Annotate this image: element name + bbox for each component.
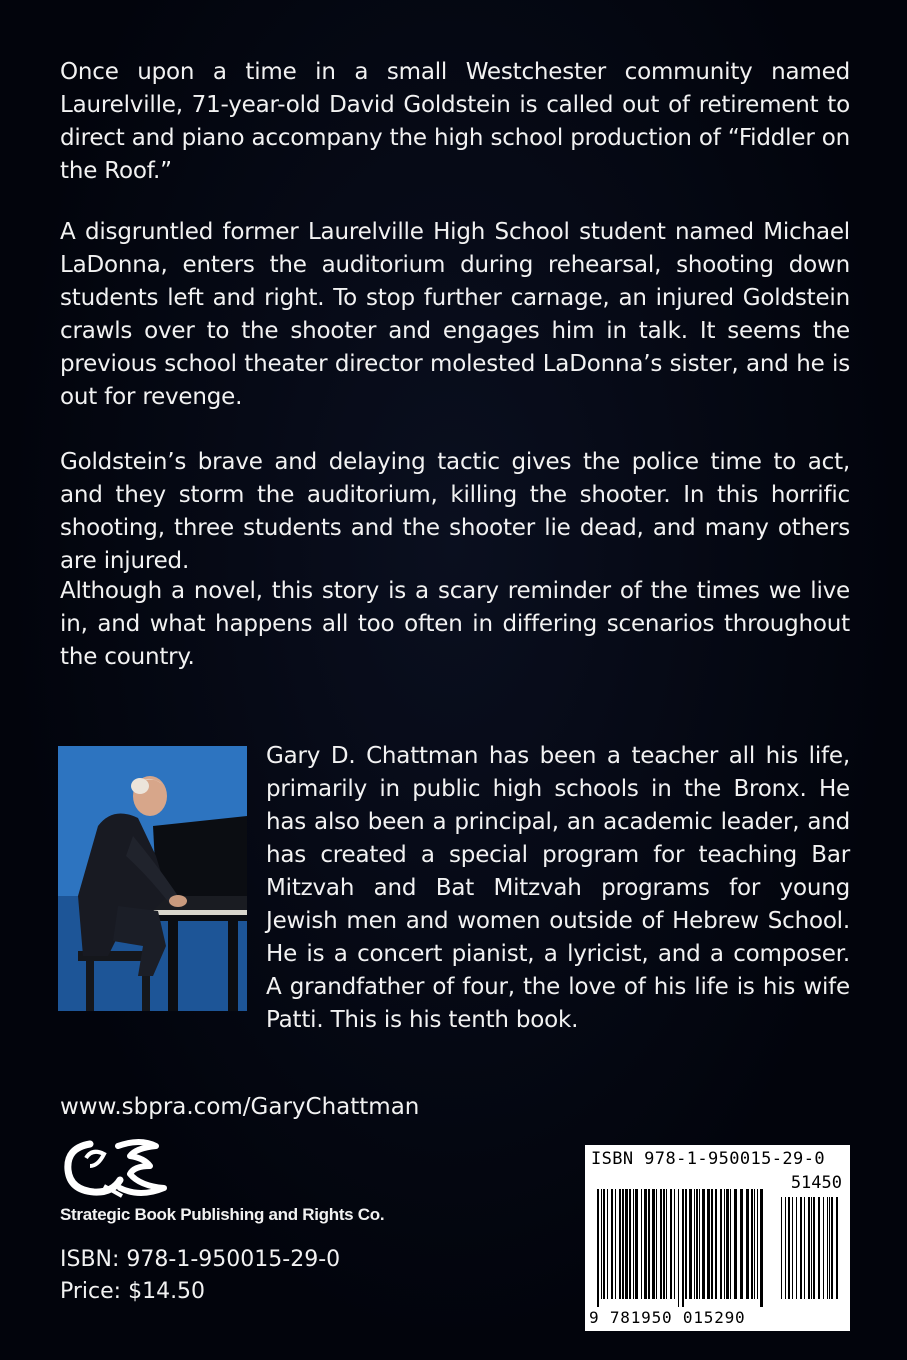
author-website-link[interactable]: www.sbpra.com/GaryChattman <box>60 1094 420 1120</box>
blurb-paragraph-4: Although a novel, this story is a scary reminder of the times we live in, and what happens all too often in differing scenarios throughout the country. <box>60 578 850 670</box>
author-photo <box>58 746 247 1011</box>
publisher-name: Strategic Book Publishing and Rights Co. <box>60 1205 385 1224</box>
pianist-illustration <box>58 746 247 1011</box>
publisher-logo <box>60 1136 180 1206</box>
barcode <box>585 1145 850 1331</box>
barcode-price-code: 51450 <box>790 1173 842 1193</box>
barcode-digits: 9 781950 015290 <box>589 1308 746 1327</box>
barcode-isbn-text: ISBN 978-1-950015-29-0 <box>591 1149 825 1169</box>
isbn-label: ISBN: 978-1-950015-29-0 <box>60 1247 341 1272</box>
blurb-paragraph-1: Once upon a time in a small Westchester community named Laurelville, 71-year-old David Goldstein is called out of retirement to direct and piano accompany the high school production of “Fiddler on the Roof.” <box>60 59 850 184</box>
blurb-paragraph-2: A disgruntled former Laurelville High School student named Michael LaDonna, enters the auditorium during rehearsal, shooting down students left and right. To stop further carnage, an injured Goldstein crawls over to the shooter and engages him in talk. It seems the previous school theater director molested LaDonna’s sister, and he is out for revenge. <box>60 219 850 410</box>
price-label: Price: $14.50 <box>60 1279 206 1304</box>
author-bio: Gary D. Chattman has been a teacher all his life, primarily in public high schools in the Bronx. He has also been a principal, an academic leader, and has created a special program for teaching Bar Mitzvah and Bat Mitzvah programs for young Jewish men and women outside of Hebrew School. He is a concert pianist, a lyricist, and a composer. A grandfather of four, the love of his life is his wife Patti. This is his tenth book. <box>266 743 850 1033</box>
blurb-paragraph-3: Goldstein’s brave and delaying tactic gives the police time to act, and they storm the auditorium, killing the shooter. In this horrific shooting, three students and the shooter lie dead, and many others are injured. <box>60 449 850 574</box>
